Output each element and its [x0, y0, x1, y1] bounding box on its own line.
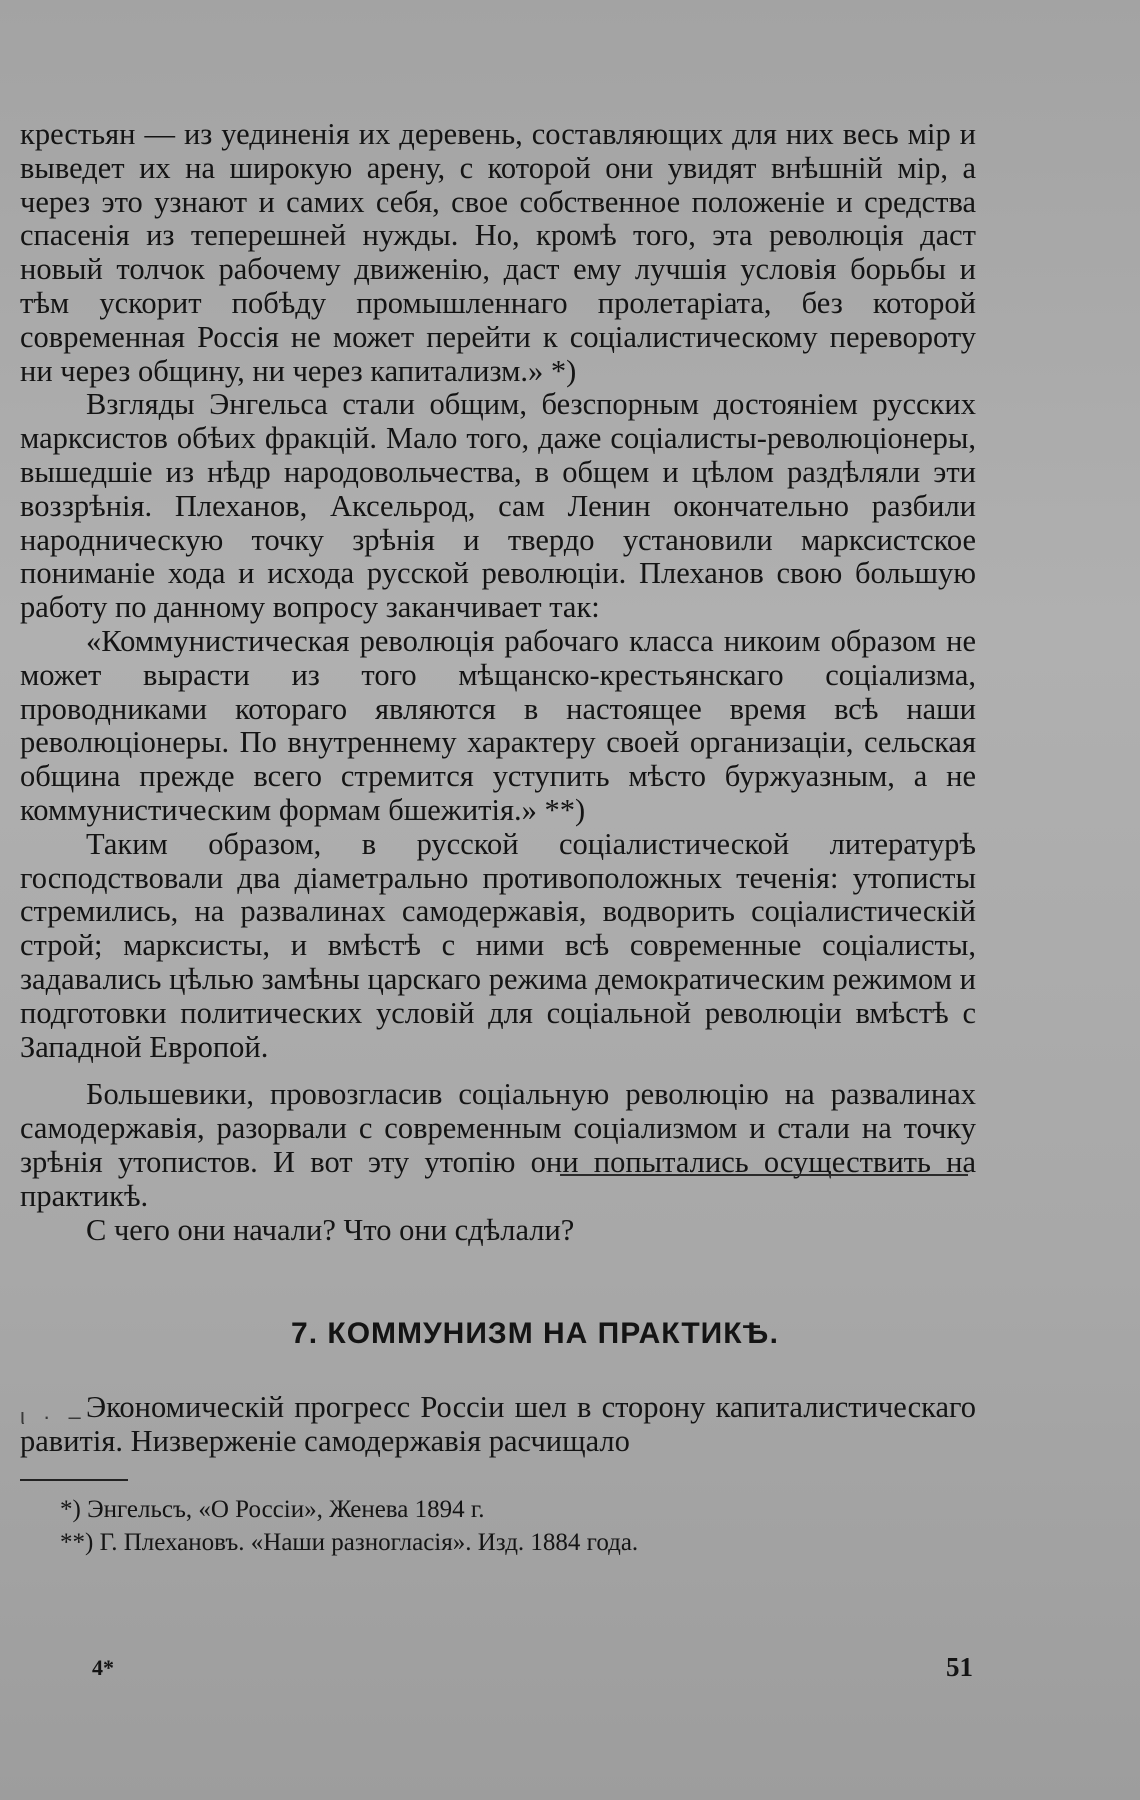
- footnote-engels: *) Энгельсъ, «О Россіи», Женева 1894 г.: [60, 1495, 485, 1523]
- paragraph-engels-views: Взгляды Энгельса стали общим, безспорным достояніем русских марксистов обѣих фракцій. Мало того, даже соціалисты-революціонеры, вышедшіе из нѣдр народовольчества, в общем и цѣлом раздѣляли эти воззрѣнія. Плеханов, Аксельрод, сам Ленин окончательно разбили народническую точку зрѣнія и твердо установили марксистское пониманіе хода и исхода русской революціи. Плеханов свою большую работу по данному вопросу заканчивает так:: [20, 387, 976, 625]
- paragraph-peasants-quote: крестьян — из уединенія их деревень, составляющих для них весь мір и выведет их на широкую арену, с которой они увидят внѣшній мір, а через это узнают и самих себя, свое собственное положеніе и средства спасенія из теперешней нужды. Но, кромѣ того, эта революція даст новый толчок рабочему движенію, даст ему лучшія условія борьбы и тѣм ускорит побѣду промышленнаго пролетаріата, без которой современная Россія не может перейти к соціалистическому перевороту ни через общину, ни через капитализм.» *): [20, 117, 976, 388]
- paragraph-economic-progress: Экономическій прогресс Россіи шел в сторону капиталистическаго равитія. Низверженіе самодержавія расчищало: [20, 1390, 976, 1459]
- separator-rule: [560, 1174, 968, 1176]
- paragraph-question: С чего они начали? Что они сдѣлали?: [86, 1212, 575, 1247]
- section-heading: 7. КОММУНИЗМ НА ПРАКТИКѢ.: [291, 1317, 779, 1351]
- paragraph-bolsheviks: Большевики, провозгласив соціальную революцію на развалинах самодержавія, разорвали с современным соціализмом и стали на точку зрѣнія утопистов. И вот эту утопію они попытались осуществить на практикѣ.: [20, 1077, 976, 1213]
- printer-signature-mark: 4*: [92, 1655, 114, 1680]
- page-number: 51: [946, 1652, 973, 1682]
- footnote-plekhanov: **) Г. Плехановъ. «Наши разногласія». Изд. 1884 года.: [60, 1528, 639, 1556]
- paragraph-two-currents: Таким образом, в русской соціалистической литературѣ господствовали два діаметрально противоположных теченія: утописты стремились, на развалинах самодержавія, водворить соціалистическій строй; марксисты, и вмѣстѣ с ними всѣ современные соціалисты, задавались цѣлью замѣны царскаго режима демократическим режимом и подготовки политических условій для соціальной революціи вмѣстѣ с Западной Европой.: [20, 826, 976, 1064]
- footnotes: [60, 1493, 1140, 1559]
- footnote-rule: [20, 1479, 128, 1481]
- paragraph-plekhanov-quote: «Коммунистическая революція рабочаго класса никоим образом не может вырасти из того мѣщанско-крестьянскаго соціализма, проводниками котораго являются в настоящее время всѣ наши революціонеры. По внутреннему характеру своей организаціи, сельская община прежде всего стремится уступить мѣсто буржуазным, а не коммунистическим формам бшежитія.» **): [20, 623, 976, 827]
- stray-print-marks: ι · –: [20, 1404, 87, 1429]
